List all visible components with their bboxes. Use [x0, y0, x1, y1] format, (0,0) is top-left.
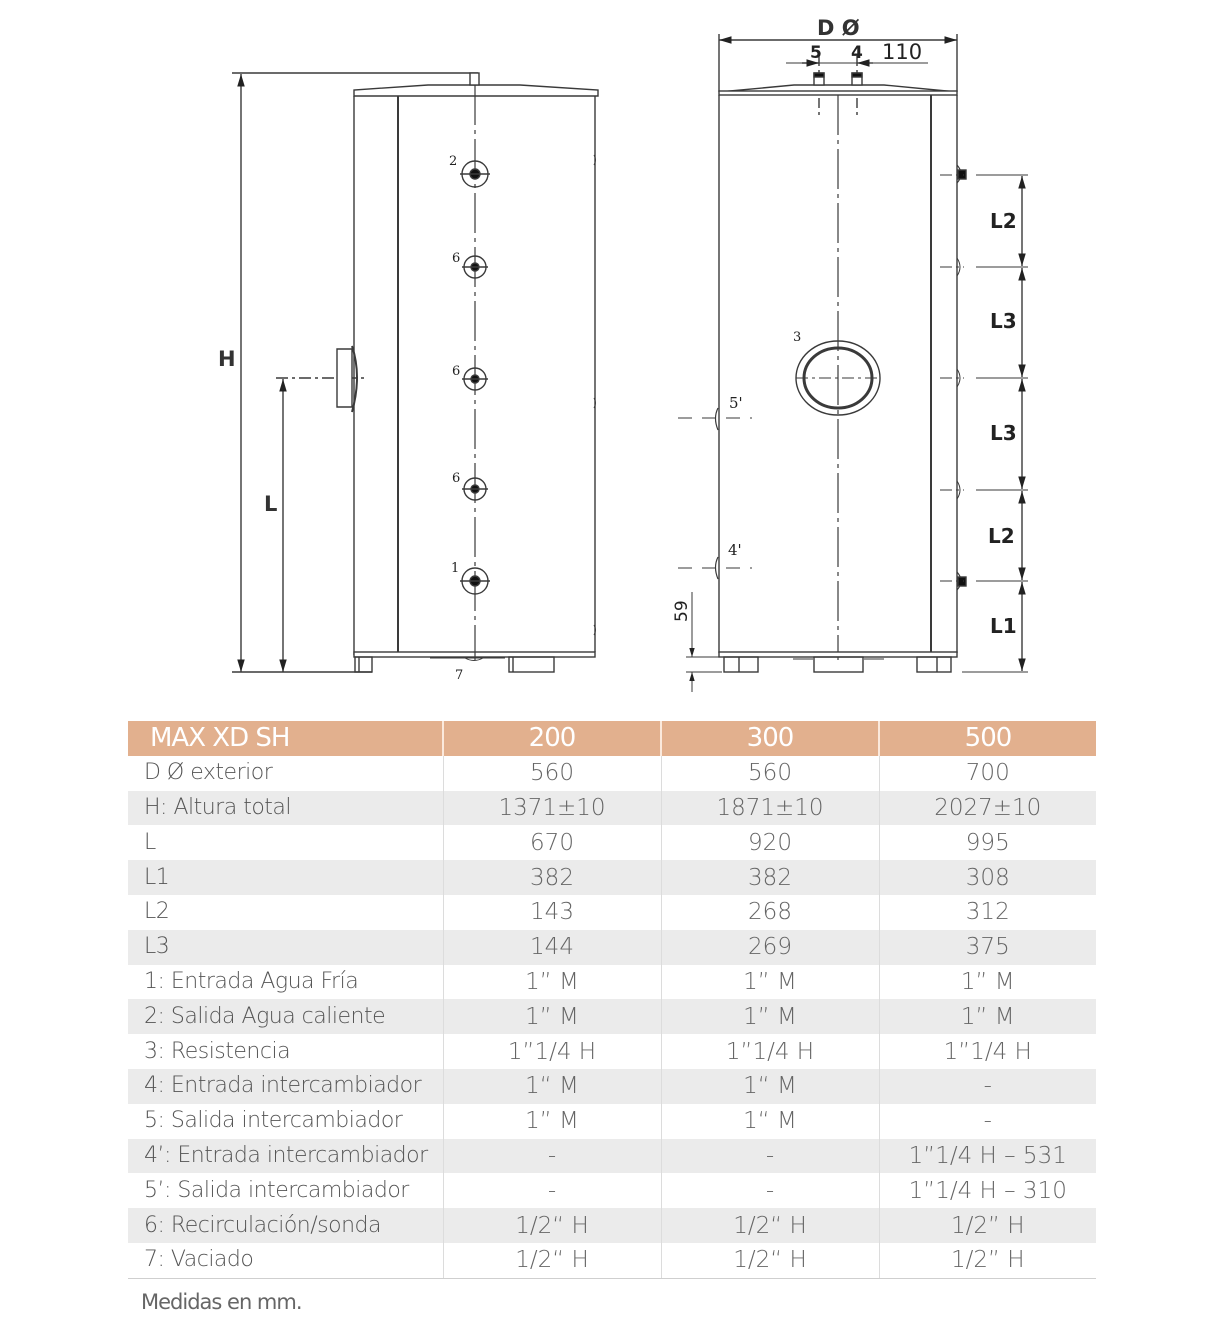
row-value: 1“ M: [661, 1069, 879, 1104]
specifications-table: [128, 721, 1096, 1279]
row-value: 1371±10: [443, 791, 661, 826]
row-value: 1” M: [661, 999, 879, 1034]
table-row: [128, 999, 1096, 1034]
row-value: 1” M: [443, 999, 661, 1034]
foot-height-label: 59: [672, 600, 692, 622]
row-value: 560: [661, 756, 879, 791]
connection-label-6c: 6: [452, 471, 461, 486]
segment-label-l3-top: L3: [990, 309, 1017, 333]
table-header-row: [128, 721, 1096, 756]
row-value: 700: [879, 756, 1096, 791]
table-row: [128, 965, 1096, 1000]
height-label: H: [218, 347, 236, 371]
row-label: H: Altura total: [128, 791, 443, 826]
row-value: 308: [879, 860, 1096, 895]
table-row: [128, 1104, 1096, 1139]
row-value: 1/2“ H: [661, 1208, 879, 1243]
row-value: 1/2“ H: [443, 1243, 661, 1278]
row-value: 382: [443, 860, 661, 895]
foot-right: [509, 657, 554, 672]
segment-label-l3-bottom: L3: [990, 421, 1017, 445]
row-label: 3: Resistencia: [144, 1038, 291, 1064]
row-label: 2: Salida Agua caliente: [128, 999, 443, 1034]
front-view: [678, 34, 1028, 692]
table-row: [128, 1139, 1096, 1174]
row-value: 920: [661, 825, 879, 860]
nozzle-label-5: 5: [810, 43, 822, 63]
nozzle-label-4: 4: [851, 43, 863, 63]
row-value: 1”1/4 H – 310: [879, 1173, 1096, 1208]
resistance-label: 3: [793, 330, 802, 345]
tank-base-front: [719, 652, 957, 657]
footnote: Medidas en mm.: [141, 1290, 302, 1314]
table-row: [128, 1173, 1096, 1208]
table-row: [128, 825, 1096, 860]
row-value: 1” M: [443, 965, 661, 1000]
row-value: 1” M: [443, 1104, 661, 1139]
connection-label-6a: 6: [452, 251, 461, 266]
row-value: 1/2“ H: [443, 1208, 661, 1243]
table-row: [128, 756, 1096, 791]
row-value: -: [879, 1069, 1096, 1104]
segment-label-l1: L1: [990, 614, 1017, 638]
row-label: 1: Entrada Agua Fría: [144, 968, 359, 994]
row-label: L2: [144, 899, 170, 925]
row-label: 5: Salida intercambiador: [144, 1108, 403, 1134]
row-value: 312: [879, 895, 1096, 930]
row-value: 268: [661, 895, 879, 930]
table-row: [128, 1069, 1096, 1104]
row-value: -: [661, 1139, 879, 1174]
segment-label-l2-bottom: L2: [988, 524, 1015, 548]
table-row: [128, 1208, 1096, 1243]
row-value: 1” M: [879, 999, 1096, 1034]
resistance-flange: [337, 349, 352, 407]
row-value: 1871±10: [661, 791, 879, 826]
connection-label-1: 1: [451, 561, 460, 576]
row-value: 375: [879, 930, 1096, 965]
row-value: 560: [443, 756, 661, 791]
table-row: [128, 1034, 1096, 1069]
diameter-label: D Ø: [817, 16, 860, 40]
tank-lid: [354, 85, 598, 96]
length-label: L: [264, 492, 278, 516]
row-value: 144: [443, 930, 661, 965]
row-value: 1/2” H: [879, 1208, 1096, 1243]
row-label: 6: Recirculación/sonda: [128, 1208, 443, 1243]
row-value: 1” M: [661, 965, 879, 1000]
row-value: 1”1/4 H: [879, 1034, 1096, 1069]
row-value: 1” M: [879, 965, 1096, 1000]
row-label: 5’: Salida intercambiador: [144, 1177, 409, 1203]
row-value: 1/2” H: [879, 1243, 1096, 1278]
row-label: L: [144, 829, 156, 855]
row-label: 4: Entrada intercambiador: [128, 1069, 443, 1104]
row-value: 2027±10: [879, 791, 1096, 826]
exchanger-label-5prime: 5': [729, 394, 743, 412]
row-value: 995: [879, 825, 1096, 860]
table-row: [128, 791, 1096, 826]
header-500: 500: [879, 721, 1096, 756]
header-200: 200: [443, 721, 661, 756]
row-value: -: [879, 1104, 1096, 1139]
row-label: 7: Vaciado: [128, 1243, 443, 1278]
row-value: 1/2“ H: [661, 1243, 879, 1278]
connection-label-6b: 6: [452, 364, 461, 379]
side-view: [232, 73, 598, 672]
row-value: 1“ M: [661, 1104, 879, 1139]
row-label: L1: [128, 860, 443, 895]
row-value: 670: [443, 825, 661, 860]
segment-label-l2-top: L2: [990, 209, 1017, 233]
table-row: [128, 895, 1096, 930]
top-nozzle: [470, 73, 479, 85]
row-value: -: [443, 1139, 661, 1174]
offset-label: 110: [882, 40, 923, 64]
row-label: 4’: Entrada intercambiador: [128, 1139, 443, 1174]
row-value: -: [661, 1173, 879, 1208]
row-label: L3: [128, 930, 443, 965]
row-value: 382: [661, 860, 879, 895]
row-value: 1”1/4 H – 531: [879, 1139, 1096, 1174]
foot-left: [355, 657, 372, 672]
connection-label-7: 7: [455, 668, 464, 683]
header-model: MAX XD SH: [128, 721, 443, 756]
row-value: 269: [661, 930, 879, 965]
row-value: 143: [443, 895, 661, 930]
row-value: 1”1/4 H: [661, 1034, 879, 1069]
exchanger-label-4prime: 4': [728, 541, 742, 559]
table-row: [128, 930, 1096, 965]
row-value: 1”1/4 H: [443, 1034, 661, 1069]
row-label: D Ø exterior: [144, 760, 273, 786]
header-300: 300: [661, 721, 879, 756]
connection-label-2: 2: [449, 154, 458, 169]
row-value: 1“ M: [443, 1069, 661, 1104]
row-value: -: [443, 1173, 661, 1208]
table-row: [128, 1243, 1096, 1278]
table-row: [128, 860, 1096, 895]
